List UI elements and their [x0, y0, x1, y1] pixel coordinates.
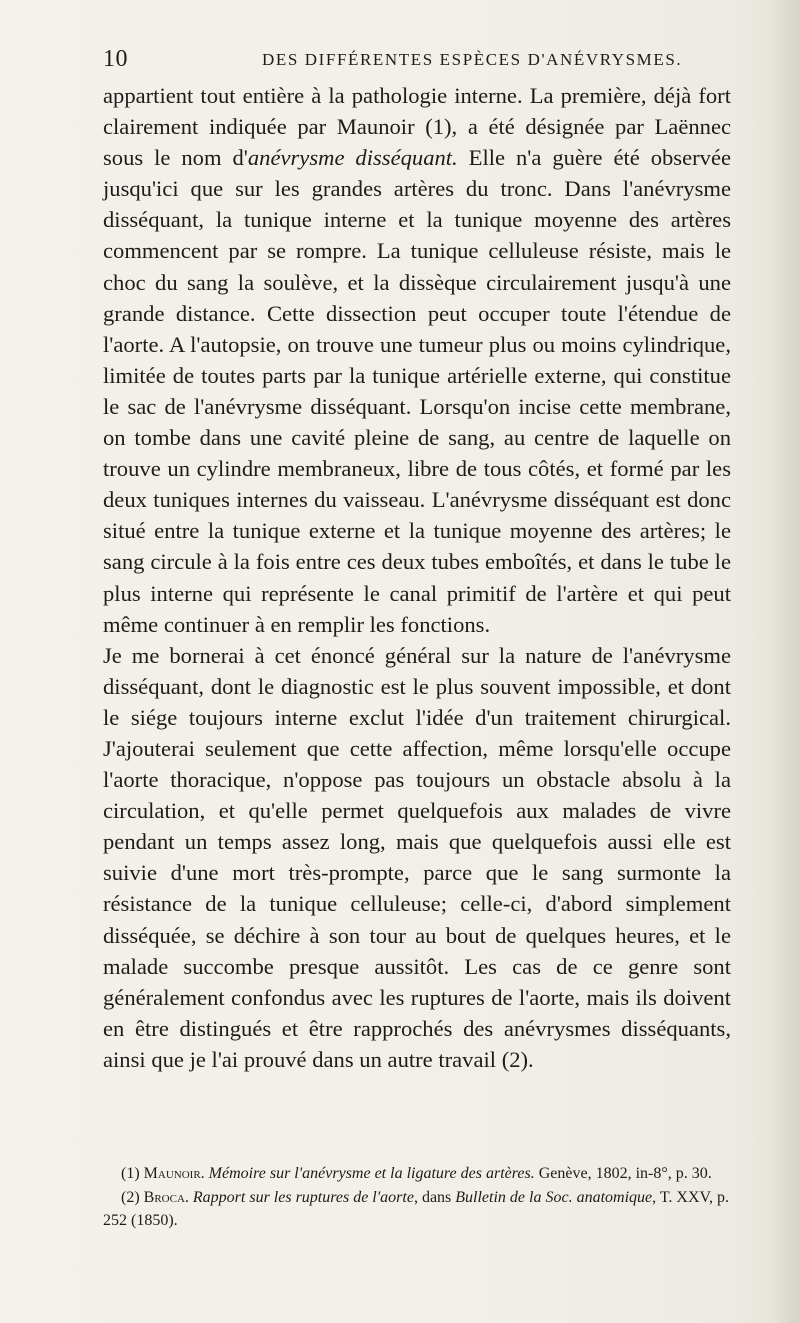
page-edge-shadow [774, 0, 800, 1323]
footnote-1-number: (1) [121, 1165, 140, 1182]
paragraph-1 [103, 80, 731, 640]
paragraph-1-italic-term: anévrysme disséquant. [247, 145, 458, 171]
footnote-1-title: Mémoire sur l'anévrysme et la ligature des artères. [208, 1165, 535, 1182]
footnote-2-details: , T. XXV, p. 252 (1850). [103, 1188, 730, 1229]
paragraph-2: Je me bornerai à cet énoncé général sur la nature de l'anévrysme disséquant, dont le diagnostic est le plus souvent impossible, et dont le siége toujours interne exclut l'idée d'un traitement chirurgical. J'ajouterai seulement que cette affection, même lorsqu'elle occupe l'aorte thoracique, n'oppose pas toujours un obstacle absolu à la circulation, et qu'elle permet quelquefois aux malades de vivre pendant un temps assez long, mais que quelquefois aussi elle est suivie d'une mort très-prompte, parce que le sang surmonte la résistance de la tunique celluleuse; celle-ci, d'abord simplement disséquée, se déchire à son tour au bout de quelques heures, et le malade succombe presque aussitôt. Les cas de ce genre sont généralement confondus avec les ruptures de l'aorte, mais ils doivent en être distingués et être rapprochés des anévrysmes disséquants, ainsi que je l'ai prouvé dans un autre travail (2). [103, 642, 731, 1072]
footnote-2-journal: Bulletin de la Soc. anatomique [455, 1188, 653, 1206]
footnote-2-number: (2) [121, 1188, 140, 1206]
footnote-2 [103, 1186, 731, 1233]
main-text [103, 80, 731, 1075]
footnote-1-author: Maunoir. [143, 1165, 205, 1182]
footnote-1-details: Genève, 1802, in-8°, p. 30. [534, 1165, 712, 1182]
footnote-2-title: Rapport sur les ruptures de l'aorte [192, 1188, 414, 1206]
page-header [103, 46, 723, 76]
footnote-2-connector: , dans [413, 1188, 456, 1206]
running-head: DES DIFFÉRENTES ESPÈCES D'ANÉVRYSMES. [262, 50, 683, 69]
paragraph-1-start: appartient tout entière à la pathologie interne. La première, déjà fort clairement indiquée par Maunoir (1), a été désignée par Laënnec sous le nom d' [103, 83, 731, 171]
footnotes [103, 1162, 731, 1233]
page-number: 10 [103, 46, 128, 72]
footnote-1 [103, 1162, 731, 1186]
paragraph-1-rest: Elle n'a guère été observée jusqu'ici que sur les grandes artères du tronc. Dans l'anévrysme disséquant, la tunique interne et la tunique moyenne des artères commencent par se rompre. La tunique celluleuse résiste, mais le choc du sang la soulève, et la dissèque circulairement jusqu'à une grande distance. Cette dissection peut occuper toute l'étendue de l'aorte. A l'autopsie, on trouve une tumeur plus ou moins cylindrique, limitée de toutes parts par la tunique artérielle externe, qui constitue le sac de l'anévrysme disséquant. Lorsqu'on incise cette membrane, on tombe dans une cavité pleine de sang, au centre de laquelle on trouve un cylindre membraneux, libre de tous côtés, et formé par les deux tuniques internes du vaisseau. L'anévrysme disséquant est donc situé entre la tunique externe et la tunique moyenne des artères; le sang circule à la fois entre ces deux tubes emboîtés, et dans le tube le plus interne qui représente le canal primitif de l'artère et qui peut même continuer à en remplir les fonctions. [103, 145, 732, 637]
footnote-2-author: Broca. [143, 1188, 189, 1206]
